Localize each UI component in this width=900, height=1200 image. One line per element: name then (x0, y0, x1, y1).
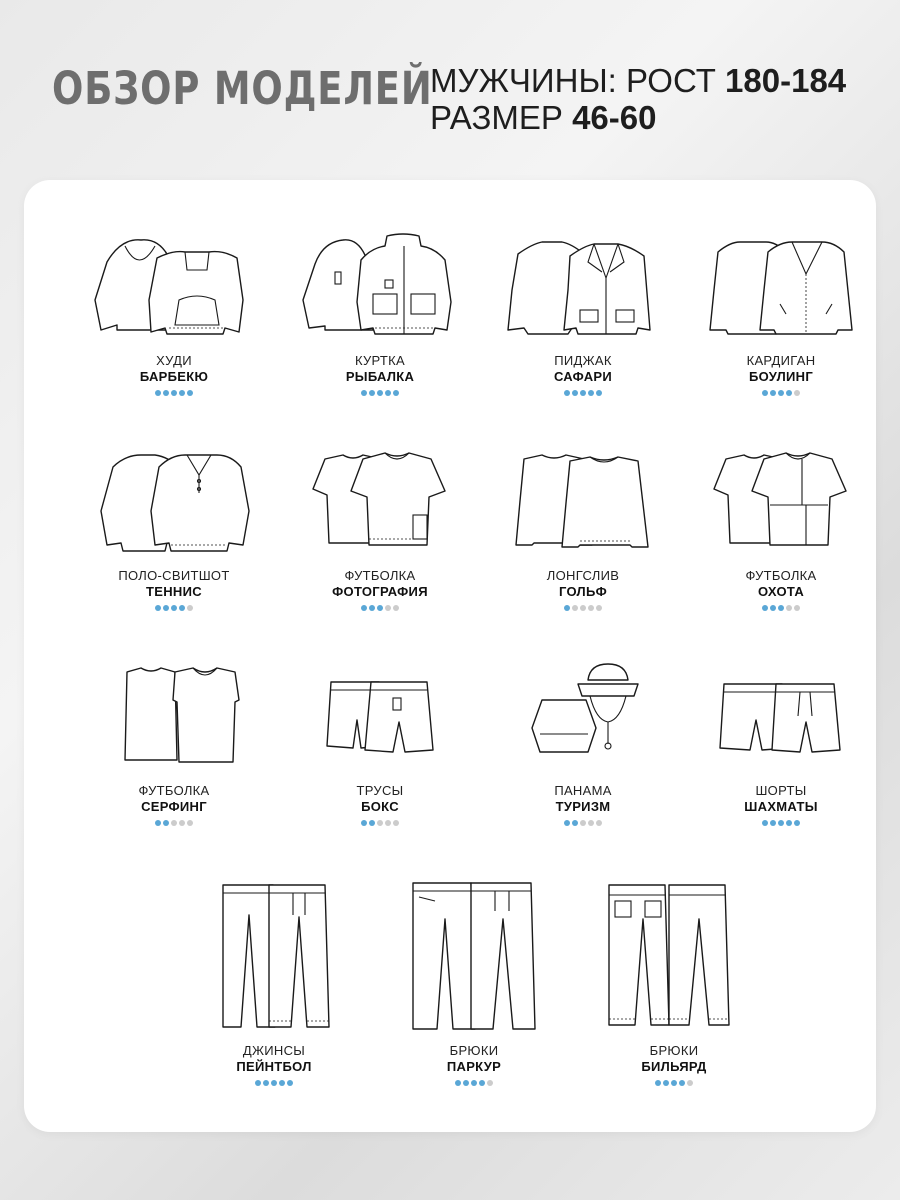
cardigan-sketch-icon (696, 230, 866, 345)
rating-dot-filled (463, 1080, 469, 1086)
rating-dots (483, 605, 683, 613)
model-item[interactable] (681, 445, 881, 613)
rating-dot-filled (671, 1080, 677, 1086)
rating-dot-filled (255, 1080, 261, 1086)
polo-sweatshirt-sketch-icon (89, 445, 259, 560)
rating-dot-filled (762, 820, 768, 826)
item-type: ФУТБОЛКА (138, 783, 210, 798)
model-item[interactable] (681, 660, 881, 828)
item-model: ГОЛЬФ (558, 584, 608, 599)
rating-dot-filled (455, 1080, 461, 1086)
item-model: ПАРКУР (446, 1059, 502, 1074)
rating-dot-filled (377, 390, 383, 396)
model-item[interactable] (574, 875, 774, 1088)
item-model: РЫБАЛКА (345, 369, 415, 384)
model-item[interactable] (74, 445, 274, 613)
item-model: БОУЛИНГ (748, 369, 814, 384)
rating-dot-filled (155, 390, 161, 396)
rating-dot-filled (279, 1080, 285, 1086)
rating-dots (74, 390, 274, 398)
rating-dot-filled (471, 1080, 477, 1086)
rating-dot-filled (762, 390, 768, 396)
rating-dots (280, 390, 480, 398)
rating-dot-filled (271, 1080, 277, 1086)
blazer-sketch-icon (498, 230, 668, 345)
rating-dot-filled (163, 605, 169, 611)
item-model: ТУРИЗМ (555, 799, 611, 814)
rating-dot-empty (187, 820, 193, 826)
rating-dot-filled (263, 1080, 269, 1086)
rating-dots (483, 390, 683, 398)
rating-dot-filled (770, 820, 776, 826)
item-type: ПАНАМА (554, 783, 612, 798)
item-type: БРЮКИ (649, 1043, 699, 1058)
rating-dot-filled (393, 390, 399, 396)
rating-dot-filled (377, 605, 383, 611)
model-item[interactable] (280, 660, 480, 828)
rating-dot-empty (179, 820, 185, 826)
rating-dots (681, 605, 881, 613)
model-item[interactable] (681, 230, 881, 398)
rating-dots (174, 1080, 374, 1088)
item-model: ШАХМАТЫ (744, 799, 818, 814)
rating-dot-empty (596, 820, 602, 826)
rating-dot-filled (361, 605, 367, 611)
size-info (430, 62, 846, 136)
height-value: 180-184 (725, 62, 847, 99)
rating-dot-filled (171, 390, 177, 396)
rating-dot-empty (596, 605, 602, 611)
item-type: ТРУСЫ (356, 783, 404, 798)
rating-dot-filled (655, 1080, 661, 1086)
rating-dot-filled (770, 390, 776, 396)
item-model: БИЛЬЯРД (641, 1059, 707, 1074)
jeans-sketch-icon (189, 875, 359, 1035)
size-value: 46-60 (572, 99, 657, 136)
rating-dot-empty (786, 605, 792, 611)
rating-dot-filled (171, 605, 177, 611)
item-model: ТЕННИС (146, 584, 202, 599)
rating-dot-empty (572, 605, 578, 611)
rating-dot-filled (596, 390, 602, 396)
trousers-pockets-sketch-icon (589, 875, 759, 1035)
item-model: СЕРФИНГ (141, 799, 207, 814)
tshirt-panel-sketch-icon (696, 445, 866, 560)
rating-dots (681, 820, 881, 828)
tshirt-pocket-sketch-icon (295, 445, 465, 560)
rating-dot-filled (778, 605, 784, 611)
rating-dot-filled (679, 1080, 685, 1086)
height-label: МУЖЧИНЫ: РОСТ (430, 62, 726, 99)
rating-dot-empty (385, 820, 391, 826)
rating-dot-filled (778, 820, 784, 826)
item-model: БОКС (361, 799, 399, 814)
rating-dots (280, 605, 480, 613)
trousers-sketch-icon (389, 875, 559, 1035)
hoodie-sketch-icon (89, 230, 259, 345)
model-item[interactable] (280, 445, 480, 613)
rating-dot-empty (794, 390, 800, 396)
rating-dot-empty (377, 820, 383, 826)
page-title: ОБЗОР МОДЕЛЕЙ (52, 62, 433, 115)
model-item[interactable] (74, 660, 274, 828)
item-type: ФУТБОЛКА (344, 568, 416, 583)
rating-dots (374, 1080, 574, 1088)
model-item[interactable] (280, 230, 480, 398)
rating-dots (681, 390, 881, 398)
item-type: ПОЛО-СВИТШОТ (118, 568, 230, 583)
rating-dots (574, 1080, 774, 1088)
rating-dot-filled (155, 605, 161, 611)
item-type: ДЖИНСЫ (242, 1043, 306, 1058)
rating-dot-filled (361, 390, 367, 396)
model-item[interactable] (483, 660, 683, 828)
rating-dot-filled (287, 1080, 293, 1086)
model-item[interactable] (74, 230, 274, 398)
rating-dot-filled (369, 820, 375, 826)
rating-dot-empty (393, 820, 399, 826)
rating-dot-filled (663, 1080, 669, 1086)
rating-dot-filled (762, 605, 768, 611)
rating-dot-empty (580, 605, 586, 611)
item-model: ПЕЙНТБОЛ (236, 1059, 312, 1074)
rating-dot-empty (171, 820, 177, 826)
rating-dot-filled (572, 390, 578, 396)
rating-dot-empty (580, 820, 586, 826)
rating-dot-filled (361, 820, 367, 826)
rating-dot-empty (385, 605, 391, 611)
model-item[interactable] (374, 875, 574, 1088)
models-card (24, 180, 876, 1132)
tank-tshirt-sketch-icon (89, 660, 259, 775)
item-model: ФОТОГРАФИЯ (332, 584, 428, 599)
item-type: КУРТКА (354, 353, 406, 368)
rating-dot-filled (155, 820, 161, 826)
rating-dot-filled (580, 390, 586, 396)
jacket-sketch-icon (295, 230, 465, 345)
rating-dots (483, 820, 683, 828)
rating-dot-empty (687, 1080, 693, 1086)
rating-dot-filled (786, 820, 792, 826)
height-line (430, 62, 846, 99)
rating-dot-filled (770, 605, 776, 611)
rating-dot-filled (385, 390, 391, 396)
rating-dots (74, 605, 274, 613)
rating-dot-empty (393, 605, 399, 611)
size-line (430, 99, 846, 136)
rating-dot-filled (794, 820, 800, 826)
rating-dot-filled (179, 605, 185, 611)
rating-dot-filled (179, 390, 185, 396)
shorts-sketch-icon (696, 660, 866, 775)
item-type: ПИДЖАК (554, 353, 612, 368)
rating-dot-empty (187, 605, 193, 611)
rating-dot-filled (564, 605, 570, 611)
rating-dot-filled (369, 390, 375, 396)
rating-dot-empty (588, 820, 594, 826)
size-label: РАЗМЕР (430, 99, 573, 136)
bucket-hat-sketch-icon (498, 660, 668, 775)
item-type: БРЮКИ (449, 1043, 499, 1058)
item-type: ФУТБОЛКА (745, 568, 817, 583)
item-type: ЛОНГСЛИВ (546, 568, 620, 583)
model-item[interactable] (483, 445, 683, 613)
item-type: ШОРТЫ (755, 783, 807, 798)
item-type: КАРДИГАН (746, 353, 816, 368)
rating-dot-filled (786, 390, 792, 396)
item-model: ОХОТА (757, 584, 805, 599)
model-item[interactable] (174, 875, 374, 1088)
rating-dot-empty (588, 605, 594, 611)
rating-dot-filled (564, 390, 570, 396)
boxers-sketch-icon (295, 660, 465, 775)
item-type: ХУДИ (156, 353, 192, 368)
rating-dot-filled (778, 390, 784, 396)
rating-dot-filled (479, 1080, 485, 1086)
rating-dot-filled (163, 820, 169, 826)
longsleeve-sketch-icon (498, 445, 668, 560)
rating-dot-filled (572, 820, 578, 826)
rating-dot-filled (564, 820, 570, 826)
rating-dot-filled (588, 390, 594, 396)
rating-dot-empty (794, 605, 800, 611)
rating-dot-filled (163, 390, 169, 396)
rating-dots (74, 820, 274, 828)
rating-dots (280, 820, 480, 828)
rating-dot-filled (187, 390, 193, 396)
item-model: БАРБЕКЮ (139, 369, 209, 384)
item-model: САФАРИ (553, 369, 613, 384)
model-item[interactable] (483, 230, 683, 398)
rating-dot-filled (369, 605, 375, 611)
rating-dot-empty (487, 1080, 493, 1086)
